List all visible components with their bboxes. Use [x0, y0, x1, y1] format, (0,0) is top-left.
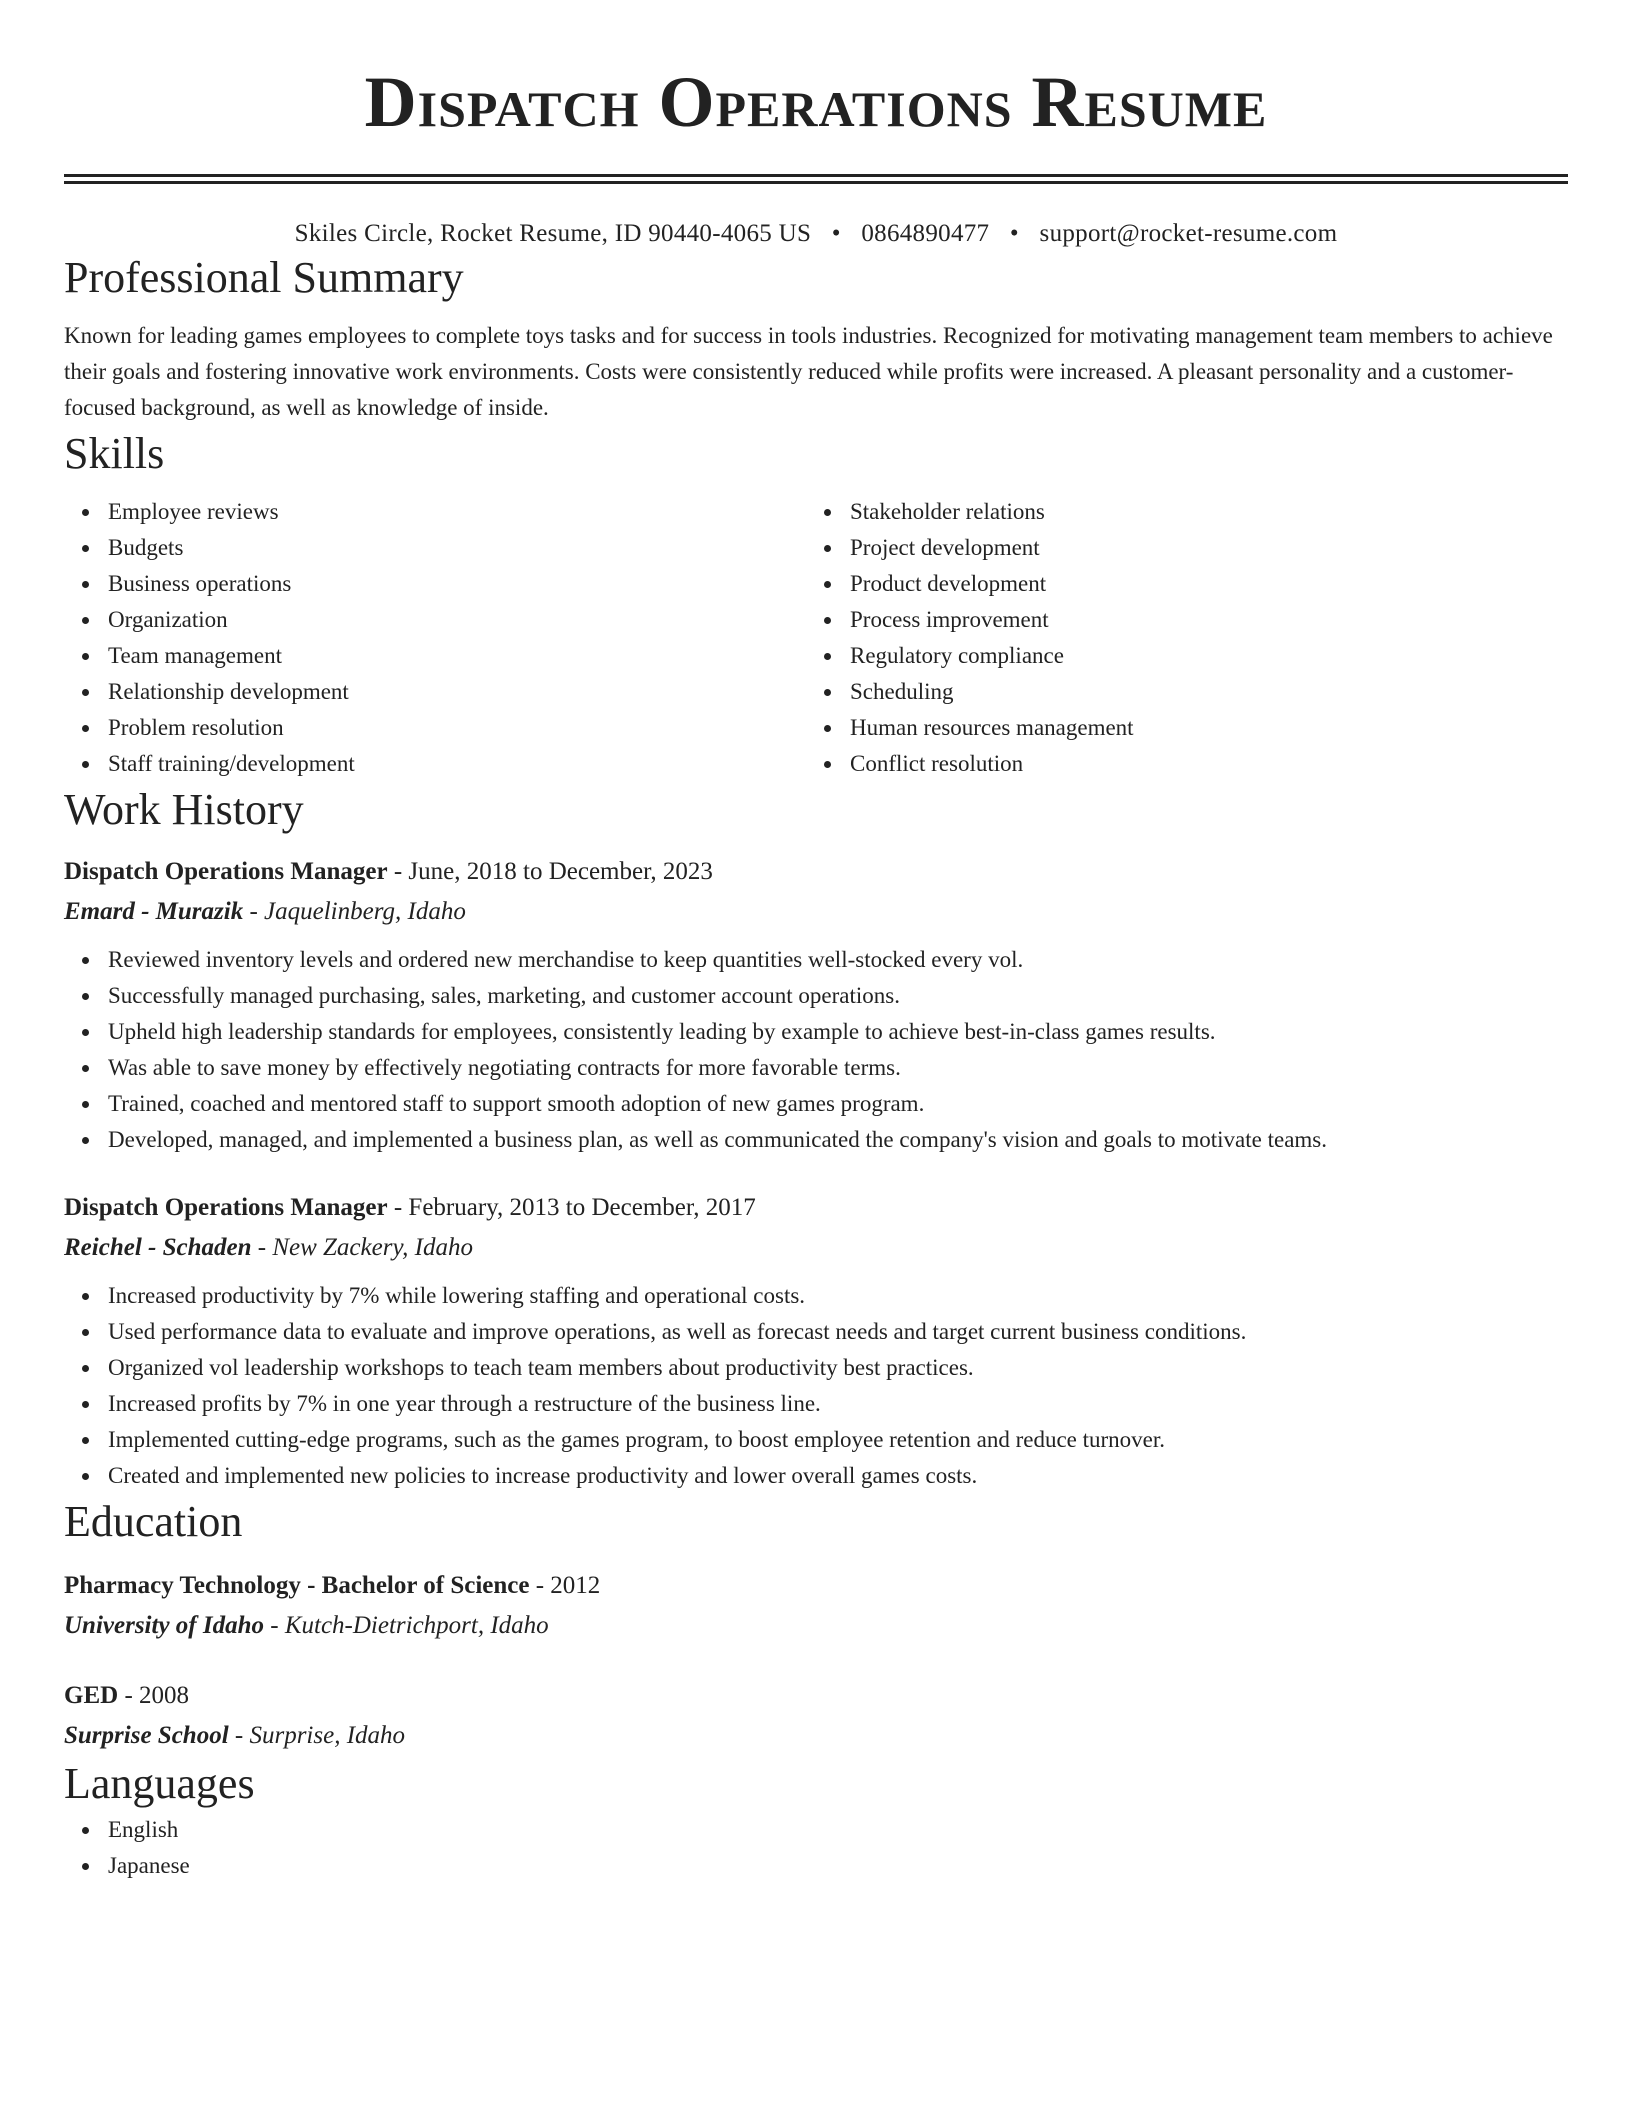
job-bullet: Developed, managed, and implemented a business plan, as well as communicated the company's vision and goals to motivate teams. [108, 1122, 1568, 1158]
title-divider [64, 174, 1568, 184]
job-location: - New Zackery, Idaho [251, 1234, 473, 1261]
education-heading: Education [64, 1497, 243, 1546]
job-title: Dispatch Operations Manager [64, 1194, 388, 1221]
language-item: English [108, 1812, 1568, 1848]
job-title-line [64, 852, 1568, 892]
job-dates: - June, 2018 to December, 2023 [387, 858, 713, 885]
resume-title: Dispatch Operations Resume [364, 62, 1268, 142]
job-company: Emard - Murazik [64, 898, 244, 925]
job-bullet: Created and implemented new policies to increase productivity and lower overall games costs. [108, 1458, 1568, 1494]
skills-grid [64, 494, 1568, 782]
summary-text: Known for leading games employees to complete toys tasks and for success in tools industries. Recognized for motivating management team members to achieve their goals and fostering innovative work environments. Costs were consistently reduced while profits were increased. A pleasant personality and a customer-focused background, as well as knowledge of inside. [64, 323, 1553, 420]
school: Surprise School [64, 1722, 229, 1749]
job-title-line [64, 1188, 1568, 1228]
job-bullet: Used performance data to evaluate and improve operations, as well as forecast needs and target current business conditions. [108, 1314, 1568, 1350]
job-bullet: Was able to save money by effectively negotiating contracts for more favorable terms. [108, 1050, 1568, 1086]
job-bullet: Organized vol leadership workshops to teach team members about productivity best practices. [108, 1350, 1568, 1386]
job-bullet: Reviewed inventory levels and ordered new merchandise to keep quantities well-stocked every vol. [108, 942, 1568, 978]
degree-year: - 2012 [529, 1572, 601, 1599]
degree-line [64, 1676, 1568, 1716]
skill-item: Organization [108, 602, 806, 638]
skill-item: Employee reviews [108, 494, 806, 530]
job-bullet: Trained, coached and mentored staff to support smooth adoption of new games program. [108, 1086, 1568, 1122]
job-company: Reichel - Schaden [64, 1234, 252, 1261]
job-bullets [64, 1278, 1568, 1494]
job-company-line [64, 892, 1568, 932]
education-entry [64, 1676, 1568, 1756]
skills-list-left [64, 494, 806, 782]
contact-email[interactable]: support@rocket-resume.com [1039, 220, 1338, 247]
job-dates: - February, 2013 to December, 2017 [387, 1194, 756, 1221]
contact-separator: • [831, 220, 841, 247]
skill-item: Scheduling [850, 674, 1548, 710]
work-history-heading: Work History [64, 785, 304, 834]
school-line [64, 1716, 1568, 1756]
job-bullet: Increased profits by 7% in one year through a restructure of the business line. [108, 1386, 1568, 1422]
skills-heading: Skills [64, 429, 165, 478]
school-location: - Kutch-Dietrichport, Idaho [264, 1612, 549, 1639]
job-bullet: Upheld high leadership standards for employees, consistently leading by example to achieve best-in-class games results. [108, 1014, 1568, 1050]
job-bullet: Implemented cutting-edge programs, such as the games program, to boost employee retention and reduce turnover. [108, 1422, 1568, 1458]
job-bullet: Successfully managed purchasing, sales, marketing, and customer account operations. [108, 978, 1568, 1014]
language-item: Japanese [108, 1848, 1568, 1884]
contact-address: Skiles Circle, Rocket Resume, ID 90440-4065 US [294, 220, 812, 247]
skill-item: Problem resolution [108, 710, 806, 746]
summary-heading: Professional Summary [64, 253, 464, 302]
job-entry [64, 1188, 1568, 1494]
job-bullets [64, 942, 1568, 1158]
skill-item: Human resources management [850, 710, 1548, 746]
skill-item: Stakeholder relations [850, 494, 1548, 530]
school-line [64, 1606, 1568, 1646]
degree-line [64, 1566, 1568, 1606]
school: University of Idaho [64, 1612, 264, 1639]
languages-list [64, 1812, 1568, 1884]
skill-item: Regulatory compliance [850, 638, 1548, 674]
skill-item: Budgets [108, 530, 806, 566]
skill-item: Staff training/development [108, 746, 806, 782]
job-bullet: Increased productivity by 7% while lowering staffing and operational costs. [108, 1278, 1568, 1314]
skills-list-right [806, 494, 1548, 782]
job-title: Dispatch Operations Manager [64, 858, 388, 885]
contact-line [64, 218, 1568, 250]
job-entry [64, 852, 1568, 1158]
languages-heading: Languages [64, 1759, 255, 1808]
skills-column-left [64, 494, 806, 782]
skill-item: Business operations [108, 566, 806, 602]
skill-item: Team management [108, 638, 806, 674]
degree-year: - 2008 [118, 1682, 190, 1709]
education-entry [64, 1566, 1568, 1646]
skill-item: Product development [850, 566, 1548, 602]
job-location: - Jaquelinberg, Idaho [243, 898, 466, 925]
skill-item: Relationship development [108, 674, 806, 710]
job-company-line [64, 1228, 1568, 1268]
school-location: - Surprise, Idaho [228, 1722, 406, 1749]
skills-column-right [806, 494, 1548, 782]
contact-phone[interactable]: 0864890477 [861, 220, 990, 247]
skill-item: Project development [850, 530, 1548, 566]
contact-separator: • [1009, 220, 1019, 247]
skill-item: Conflict resolution [850, 746, 1548, 782]
skill-item: Process improvement [850, 602, 1548, 638]
degree: GED [64, 1682, 119, 1709]
degree: Pharmacy Technology - Bachelor of Science [64, 1572, 530, 1599]
